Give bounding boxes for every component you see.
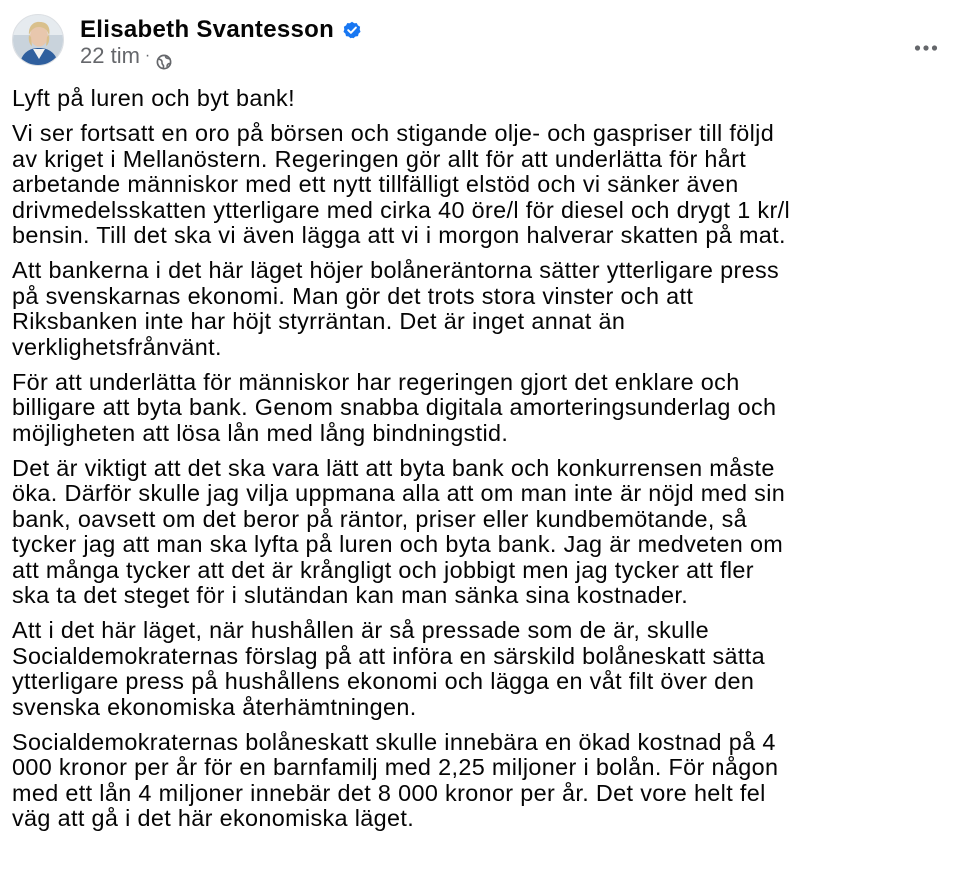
- post-header: [0, 0, 958, 80]
- post-paragraph: Att i det här läget, när hushållen är så pressade som de är, skulle Socialdemokraternas förslag på att införa en särskild bolåneskatt sätta ytterligare press på hushållens ekonomi och lägga en våt filt över den svenska ekonomiska återhämtningen.: [12, 617, 765, 720]
- post-paragraph: Socialdemokraternas bolåneskatt skulle innebära en ökad kostnad på 4 000 kronor per år för en barnfamilj med 2,25 miljoner i bolån. För någon med ett lån 4 miljoner innebär det 8 000 kronor per år. Det vore helt fel väg att gå i det här ekonomiska läget.: [12, 728, 779, 831]
- globe-icon: [156, 50, 172, 66]
- post-text: [12, 86, 942, 841]
- post-paragraph: För att underlätta för människor har regeringen gjort det enklare och billigare att byta bank. Genom snabba digitala amorteringsunderlag och möjligheten att lösa lån med lång bindningstid.: [12, 368, 777, 446]
- post-meta: [80, 42, 172, 70]
- post-paragraph: Det är viktigt att det ska vara lätt att byta bank och konkurrensen måste öka. Därför skulle jag vilja uppmana alla att om man inte är nöjd med sin bank, oavsett om det beror på räntor, priser eller kundbemötande, så tycker jag att man ska lyfta på luren och byta bank. Jag är medveten om att många tycker att det är krångligt och jobbigt men jag tycker att fler ska ta det steget för i slutändan kan man sänka sina kostnader.: [12, 454, 786, 608]
- more-options-button[interactable]: [908, 30, 944, 66]
- verified-badge-icon: [343, 21, 361, 39]
- author-avatar[interactable]: [12, 14, 64, 66]
- post-timestamp[interactable]: 22 tim: [80, 43, 140, 68]
- meta-separator: ·: [144, 47, 151, 64]
- post-paragraph: Att bankerna i det här läget höjer bolåneräntorna sätter ytterligare press på svenskarnas ekonomi. Man gör det trots stora vinster och att Riksbanken inte har höjt styrräntan. Det är inget annat än verklighetsfrånvänt.: [12, 257, 780, 360]
- author-name-row: [80, 16, 361, 44]
- author-name[interactable]: Elisabeth Svantesson: [80, 16, 335, 43]
- post-paragraph: Lyft på luren och byt bank!: [12, 85, 295, 111]
- more-options-icon: [914, 44, 938, 52]
- post-paragraph: Vi ser fortsatt en oro på börsen och stigande olje- och gaspriser till följd av kriget i Mellanöstern. Regeringen gör allt för att underlätta för hårt arbetande människor med ett nytt tillfälligt elstöd och vi sänker även drivmedelsskatten ytterligare med cirka 40 öre/l för diesel och drygt 1 kr/l bensin. Till det ska vi även lägga att vi i morgon halverar skatten på mat.: [12, 120, 791, 248]
- profile-photo: [13, 15, 64, 66]
